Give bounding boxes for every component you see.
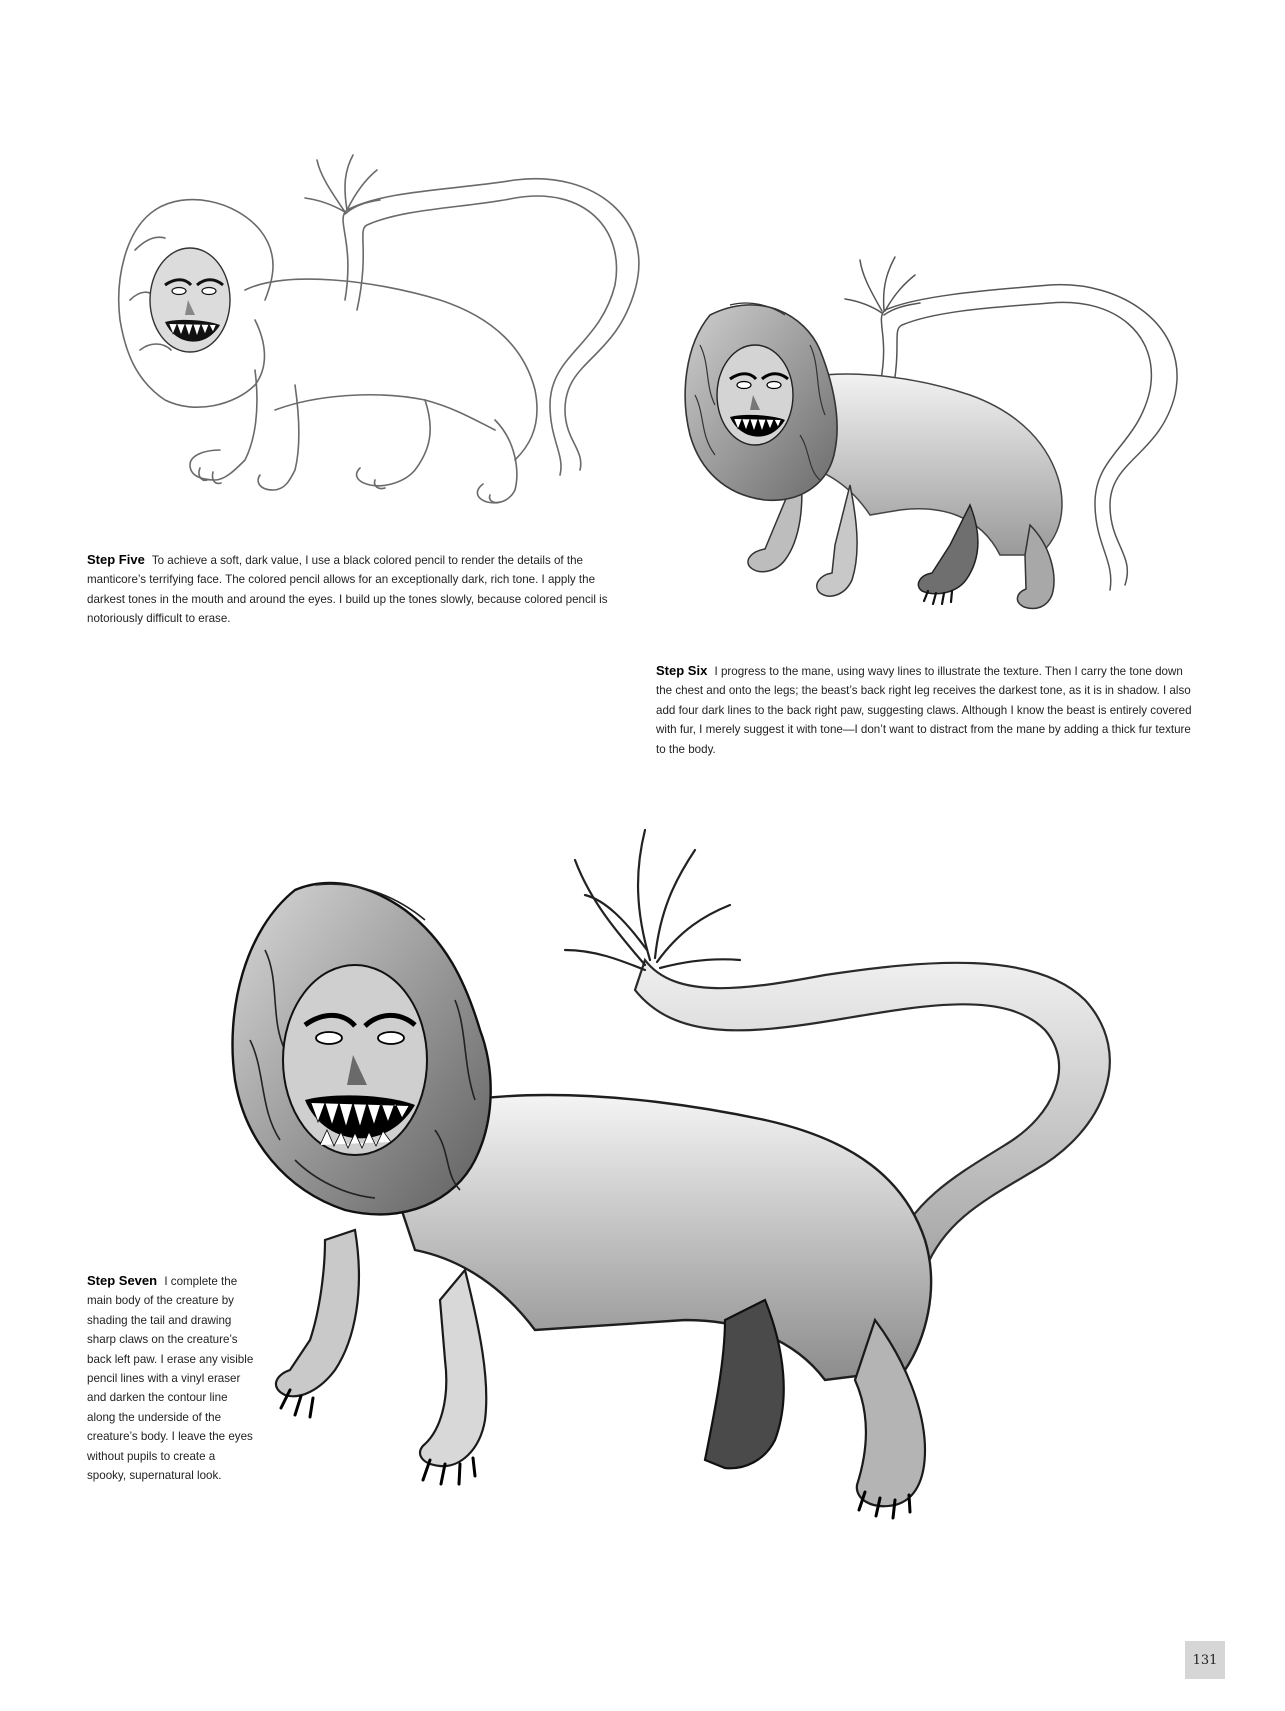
manticore-sketch-drawing: [95, 150, 655, 520]
step-six-illustration: [670, 255, 1200, 635]
step-seven-text: I complete the main body of the creature by shading the tail and drawing sharp claws on the creature’s back left paw. I erase any visible pencil lines with a vinyl eraser and darken the contour line along the underside of the creature’s body. I leave the eyes without pupils to create a spooky, supernatural look.: [87, 1275, 254, 1483]
step-six-caption: [656, 661, 1196, 759]
step-five-label: Step Five: [87, 552, 145, 567]
page-number: 131: [1185, 1641, 1225, 1679]
step-seven-label: Step Seven: [87, 1273, 158, 1288]
step-five-text: To achieve a soft, dark value, I use a black colored pencil to render the details of the manticore’s terrifying face. The colored pencil allows for an exceptionally dark, rich tone. I apply the darkest tones in the mouth and around the eyes. I build up the tones slowly, because colored pencil is notoriously difficult to erase.: [87, 554, 608, 626]
step-seven-caption: [87, 1271, 257, 1485]
manticore-toned-drawing: [670, 255, 1200, 635]
manticore-final-drawing: [205, 800, 1205, 1600]
step-seven-illustration: [205, 800, 1205, 1600]
step-six-label: Step Six: [656, 663, 708, 678]
step-five-illustration: [95, 150, 655, 520]
step-six-text: I progress to the mane, using wavy lines to illustrate the texture. Then I carry the tone down the chest and onto the legs; the beast’s back right leg receives the darkest tone, as it is in shadow. I also add four dark lines to the back right paw, suggesting claws. Although I know the beast is entirely covered with fur, I merely suggest it with tone—I don’t want to distract from the mane by adding a thick fur texture to the body.: [656, 665, 1192, 756]
step-five-caption: [87, 550, 617, 629]
